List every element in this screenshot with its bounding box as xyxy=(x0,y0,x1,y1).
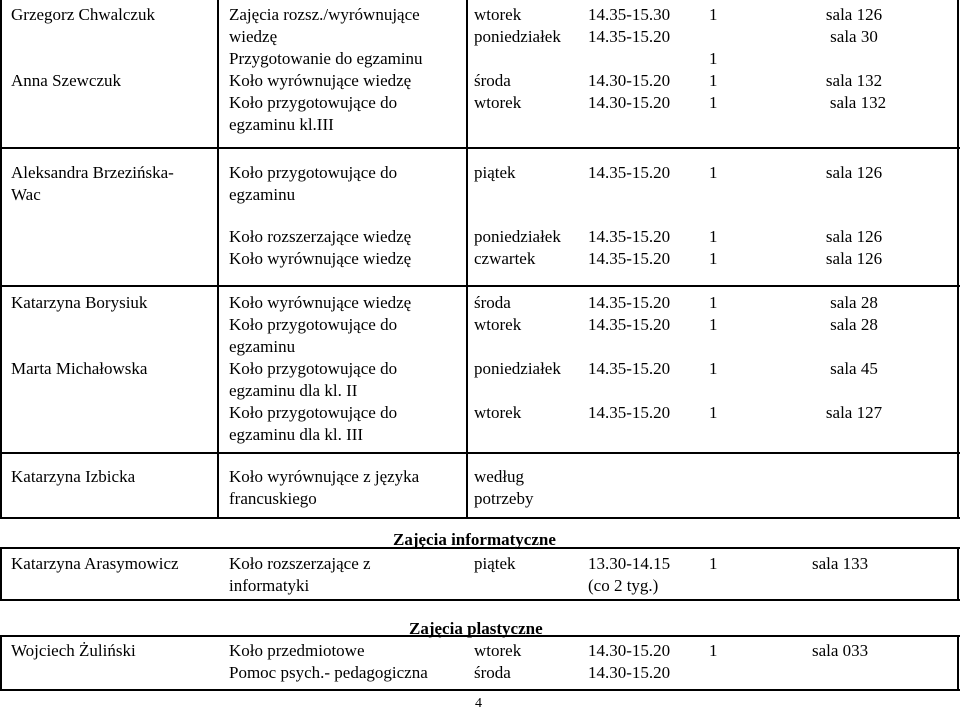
hours-value: 1 xyxy=(709,5,718,24)
time-value: 14.35-15.20 xyxy=(588,227,671,246)
hours-value: 1 xyxy=(709,315,718,334)
hours-value: 1 xyxy=(709,293,718,312)
day-cell-art xyxy=(474,640,521,684)
room-cell-art xyxy=(812,640,868,662)
activity-line: Koło przygotowujące do xyxy=(229,93,398,112)
day-value: środa xyxy=(474,71,511,90)
hours-cell-it xyxy=(709,553,718,575)
time-cell-b1 xyxy=(588,162,670,184)
hours-value: 1 xyxy=(709,163,718,182)
day-value: wtorek xyxy=(474,641,522,660)
time-value: 14.35-15.30 xyxy=(588,5,671,24)
hours-value: 1 xyxy=(709,641,718,660)
activity-line: Koło przedmiotowe xyxy=(229,641,365,660)
teacher-cell-d xyxy=(11,466,135,488)
hours-value: 1 xyxy=(709,71,718,90)
room-value: sala 28 xyxy=(830,293,878,312)
section-title: Zajęcia plastyczne xyxy=(409,619,543,638)
room-value: sala 28 xyxy=(830,315,878,334)
teacher-name: Katarzyna Izbicka xyxy=(11,467,136,486)
day-cell-it xyxy=(474,553,516,575)
activity-line: Koło przygotowujące do xyxy=(229,359,398,378)
activity-cell-b1 xyxy=(229,162,397,206)
time-cell-a xyxy=(588,4,670,114)
day-value: piątek xyxy=(474,554,516,573)
activity-line: egzaminu xyxy=(229,337,296,356)
section-title: Zajęcia informatyczne xyxy=(393,530,556,549)
hours-value: 1 xyxy=(709,249,718,268)
time-value: 14.30-15.20 xyxy=(588,71,671,90)
room-cell-b2 xyxy=(809,226,899,270)
activity-line: Koło wyrównujące wiedzę xyxy=(229,71,412,90)
time-value: 14.30-15.20 xyxy=(588,93,671,112)
activity-line: Koło przygotowujące do xyxy=(229,315,398,334)
day-value: wtorek xyxy=(474,315,522,334)
activity-cell-it xyxy=(229,553,371,597)
activity-cell-d xyxy=(229,466,419,510)
room-cell-a xyxy=(809,4,899,114)
activity-line: egzaminu kl.III xyxy=(229,115,334,134)
hours-value: 1 xyxy=(709,49,718,68)
time-value: 14.35-15.20 xyxy=(588,293,671,312)
teacher-cell-b xyxy=(11,162,174,206)
time-cell-b2 xyxy=(588,226,670,270)
time-value: 14.35-15.20 xyxy=(588,359,671,378)
activity-cell-art xyxy=(229,640,428,684)
room-cell-c xyxy=(809,292,899,424)
hours-cell-a xyxy=(709,4,718,114)
day-value: poniedziałek xyxy=(474,27,561,46)
time-value: 14.35-15.20 xyxy=(588,163,671,182)
activity-line: Koło rozszerzające z xyxy=(229,554,371,573)
activity-line: francuskiego xyxy=(229,489,317,508)
time-value: 14.35-15.20 xyxy=(588,315,671,334)
room-value: sala 30 xyxy=(830,27,878,46)
activity-cell-b2 xyxy=(229,226,411,270)
room-cell-b1 xyxy=(809,162,899,184)
teacher-name: Aleksandra Brzezińska- xyxy=(11,163,174,182)
teacher-name: Marta Michałowska xyxy=(11,359,148,378)
teacher-name: Grzegorz Chwalczuk xyxy=(11,5,155,24)
day-value: wtorek xyxy=(474,93,522,112)
hours-cell-b1 xyxy=(709,162,718,184)
room-cell-it xyxy=(812,553,868,575)
hours-value: 1 xyxy=(709,93,718,112)
day-value: poniedziałek xyxy=(474,227,561,246)
room-value: sala 127 xyxy=(825,403,883,422)
room-value: sala 132 xyxy=(829,93,887,112)
activity-line: Przygotowanie do egzaminu xyxy=(229,49,423,68)
activity-line: egzaminu dla kl. III xyxy=(229,425,364,444)
room-value: sala 45 xyxy=(830,359,878,378)
time-value: 14.30-15.20 xyxy=(588,663,671,682)
hours-cell-b2 xyxy=(709,226,718,270)
hours-value: 1 xyxy=(709,359,718,378)
day-value: według xyxy=(474,467,525,486)
day-cell-c xyxy=(474,292,561,424)
day-value: czwartek xyxy=(474,249,536,268)
day-value: wtorek xyxy=(474,5,522,24)
hours-value: 1 xyxy=(709,403,718,422)
day-value: piątek xyxy=(474,163,516,182)
activity-cell-c xyxy=(229,292,411,446)
page-number: 4 xyxy=(475,696,482,711)
activity-cell-a xyxy=(229,4,423,136)
activity-line: informatyki xyxy=(229,576,310,595)
activity-line: wiedzę xyxy=(229,27,278,46)
day-cell-a xyxy=(474,4,561,114)
time-value: 14.35-15.20 xyxy=(588,403,671,422)
day-cell-d xyxy=(474,466,533,510)
activity-line: Koło wyrównujące wiedzę xyxy=(229,249,412,268)
day-cell-b1 xyxy=(474,162,516,184)
time-value: 14.35-15.20 xyxy=(588,249,671,268)
room-value: sala 126 xyxy=(825,227,883,246)
day-value: środa xyxy=(474,293,511,312)
time-cell-art xyxy=(588,640,670,684)
activity-line: egzaminu dla kl. II xyxy=(229,381,358,400)
activity-line: Pomoc psych.- pedagogiczna xyxy=(229,663,428,682)
hours-value: 1 xyxy=(709,554,718,573)
day-value: środa xyxy=(474,663,511,682)
time-value: 14.30-15.20 xyxy=(588,641,671,660)
room-value: sala 126 xyxy=(825,249,883,268)
time-value: (co 2 tyg.) xyxy=(588,576,659,595)
day-value: wtorek xyxy=(474,403,522,422)
activity-line: Koło przygotowujące do xyxy=(229,163,398,182)
teacher-name: Wac xyxy=(11,185,41,204)
day-value: potrzeby xyxy=(474,489,534,508)
room-value: sala 132 xyxy=(825,71,883,90)
room-value: sala 033 xyxy=(812,641,869,660)
hours-cell-art xyxy=(709,640,718,662)
room-value: sala 126 xyxy=(825,163,883,182)
teacher-cell-a xyxy=(11,4,155,92)
room-value: sala 133 xyxy=(812,554,869,573)
hours-value: 1 xyxy=(709,227,718,246)
teacher-name: Katarzyna Arasymowicz xyxy=(11,554,179,573)
teacher-cell-it xyxy=(11,553,179,575)
time-value: 14.35-15.20 xyxy=(588,27,671,46)
time-cell-it xyxy=(588,553,670,597)
activity-line: egzaminu xyxy=(229,185,296,204)
activity-line: Koło wyrównujące wiedzę xyxy=(229,293,412,312)
day-cell-b2 xyxy=(474,226,561,270)
hours-cell-c xyxy=(709,292,718,424)
teacher-cell-c xyxy=(11,292,147,380)
activity-line: Koło przygotowujące do xyxy=(229,403,398,422)
teacher-name: Anna Szewczuk xyxy=(11,71,121,90)
activity-line: Koło rozszerzające wiedzę xyxy=(229,227,412,246)
room-value: sala 126 xyxy=(825,5,883,24)
teacher-name: Katarzyna Borysiuk xyxy=(11,293,148,312)
teacher-cell-art xyxy=(11,640,136,662)
teacher-name: Wojciech Żuliński xyxy=(11,641,136,660)
day-value: poniedziałek xyxy=(474,359,561,378)
time-value: 13.30-14.15 xyxy=(588,554,671,573)
activity-line: Koło wyrównujące z języka xyxy=(229,467,420,486)
activity-line: Zajęcia rozsz./wyrównujące xyxy=(229,5,420,24)
time-cell-c xyxy=(588,292,670,424)
